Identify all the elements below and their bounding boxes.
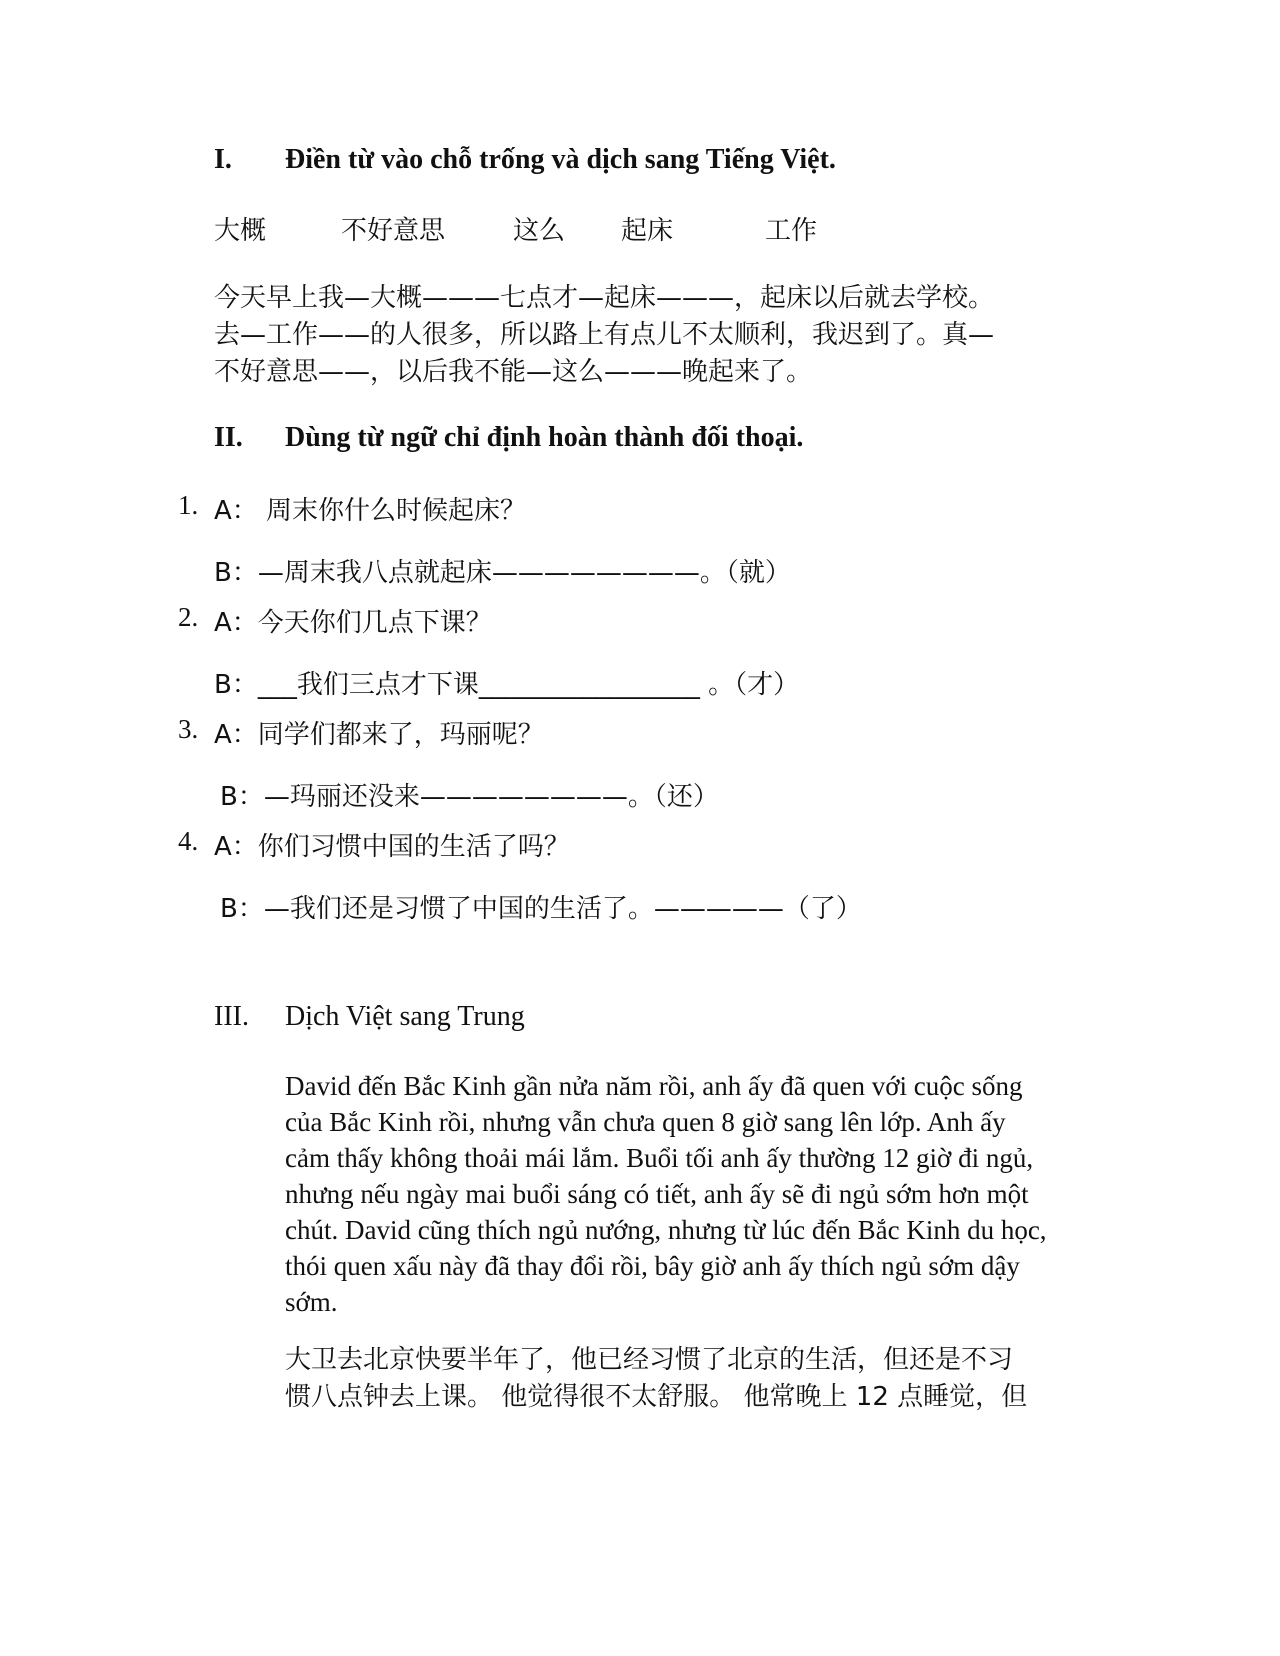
passage-line: David đến Bắc Kinh gần nửa năm rồi, anh ấy đã quen với cuộc sống — [285, 1071, 1023, 1101]
translation-line: 惯八点钟去上课。 他觉得很不太舒服。 他常晚上 12 点睡觉，但 — [285, 1382, 1028, 1412]
section3-number: III. — [214, 1001, 249, 1032]
fill-in-paragraph — [214, 280, 1094, 391]
section2-number: II. — [214, 422, 243, 453]
dialogue-answer: B：—我们还是习惯了中国的生活了。—————（了） — [220, 894, 862, 924]
dialogue-question: A：今天你们几点下课？ — [214, 608, 492, 638]
dialogue-question: A：你们习惯中国的生活了吗？ — [214, 832, 570, 862]
dialogue-number: 1. — [178, 490, 199, 520]
dialogue-answer: B：—玛丽还没来————————。（还） — [220, 782, 719, 812]
word-bank-item: 起床 — [621, 216, 674, 246]
dialogue-number: 3. — [178, 714, 199, 744]
chinese-translation — [285, 1342, 1085, 1416]
dialogue-question: A： 周末你什么时候起床？ — [214, 496, 527, 526]
word-bank-item: 工作 — [765, 216, 818, 246]
section3-title: Dịch Việt sang Trung — [285, 1001, 525, 1032]
passage-line: sớm. — [285, 1287, 338, 1317]
passage-line: cảm thấy không thoải mái lắm. Buổi tối anh ấy thường 12 giờ đi ngủ, — [285, 1143, 1034, 1173]
dialogue-answer: B：___我们三点才下课_________________ 。（才） — [214, 670, 800, 700]
section1-title: Điền từ vào chỗ trống và dịch sang Tiếng Việt. — [285, 144, 836, 175]
passage-line: nhưng nếu ngày mai buổi sáng có tiết, anh ấy sẽ đi ngủ sớm hơn một — [285, 1179, 1029, 1209]
passage-line: thói quen xấu này đã thay đổi rồi, bây giờ anh ấy thích ngủ sớm dậy — [285, 1251, 1020, 1281]
dialogue-number: 4. — [178, 826, 199, 856]
paragraph-line: 今天早上我—大概———七点才—起床———，起床以后就去学校。 — [214, 283, 995, 313]
translation-line: 大卫去北京快要半年了，他已经习惯了北京的生活，但还是不习 — [285, 1345, 1014, 1375]
passage-line: chút. David cũng thích ngủ nướng, nhưng từ lúc đến Bắc Kinh du học, — [285, 1215, 1047, 1245]
section2-title: Dùng từ ngữ chỉ định hoàn thành đối thoại. — [285, 422, 804, 453]
dialogue-question: A：同学们都来了，玛丽呢？ — [214, 720, 544, 750]
word-bank-item: 这么 — [513, 216, 566, 246]
dialogue-answer: B：—周末我八点就起床————————。（就） — [214, 558, 791, 588]
vietnamese-passage — [285, 1068, 1125, 1320]
dialogue-number: 2. — [178, 602, 199, 632]
word-bank-item: 不好意思 — [341, 216, 446, 246]
paragraph-line: 不好意思——，以后我不能—这么———晚起来了。 — [214, 357, 813, 387]
paragraph-line: 去—工作——的人很多，所以路上有点儿不太顺利，我迟到了。真— — [214, 320, 995, 350]
passage-line: của Bắc Kinh rồi, nhưng vẫn chưa quen 8 giờ sang lên lớp. Anh ấy — [285, 1107, 1006, 1137]
section1-number: I. — [214, 144, 232, 175]
word-bank-item: 大概 — [214, 216, 267, 246]
